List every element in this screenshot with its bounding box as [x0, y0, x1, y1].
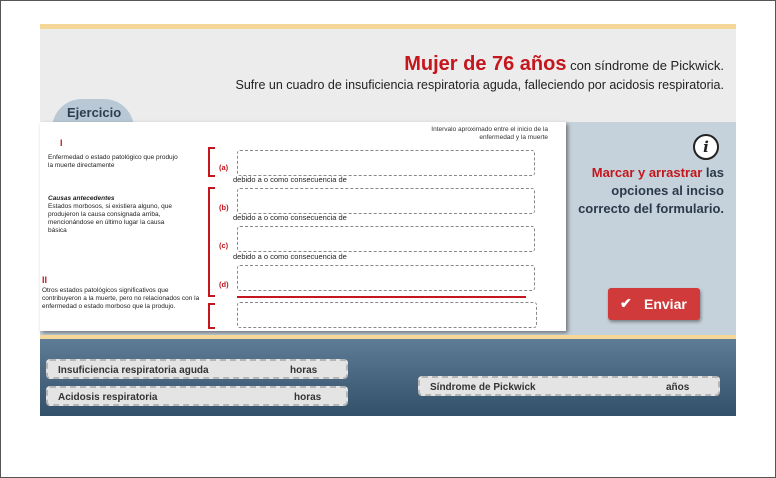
option-sindrome-pickwick[interactable]	[418, 376, 720, 396]
drop-slot-d[interactable]	[237, 265, 535, 291]
option-label: Acidosis respiratoria	[58, 392, 158, 403]
drop-slot-a[interactable]	[237, 150, 535, 176]
letter-d: (d)	[219, 280, 229, 289]
send-button-label: Enviar	[644, 296, 687, 312]
part2-text: Otros estados patológicos significativos que contribuyeron a la muerte, pero no relacionados con la enfermedad o estado morboso que la produjo.	[42, 287, 200, 310]
instruction-rest: las opciones al inciso correcto del formulario.	[578, 165, 724, 216]
case-header	[40, 29, 736, 122]
info-icon[interactable]: i	[693, 134, 719, 160]
drop-slot-part2[interactable]	[237, 302, 537, 328]
case-title-rest: con síndrome de Pickwick.	[566, 58, 724, 73]
letter-b: (b)	[219, 203, 229, 212]
bracket-part2	[208, 303, 215, 329]
option-label: Insuficiencia respiratoria aguda	[58, 365, 209, 376]
send-button[interactable]	[608, 288, 700, 320]
tab-ejercicio-label: Ejercicio	[67, 105, 122, 120]
part-divider	[237, 296, 526, 298]
instruction-text	[564, 164, 724, 218]
part1-numeral: I	[60, 138, 63, 148]
part1-text: Enfermedad o estado patológico que produjo la muerte directamente	[48, 154, 178, 169]
option-acidosis-respiratoria[interactable]	[46, 386, 348, 406]
bracket-bcd	[208, 187, 215, 297]
option-unit: horas	[290, 365, 318, 376]
causes-title: Causas antecedentes	[48, 195, 115, 202]
debido-label-a: debido a o como consecuencia de	[233, 175, 347, 184]
option-unit: años	[666, 382, 690, 393]
causes-text: Estados morbosos, si existiera alguno, que produjeron la causa consignada arriba, mencionándose en último lugar la causa básica	[48, 203, 172, 234]
instruction-highlight: Marcar y arrastrar	[591, 165, 703, 180]
part2-numeral: II	[42, 275, 48, 285]
option-label: Síndrome de Pickwick	[430, 382, 536, 393]
debido-label-b: debido a o como consecuencia de	[233, 213, 347, 222]
interval-label: Intervalo aproximado entre el inicio de la enfermedad y la muerte	[431, 126, 548, 141]
death-certificate-form	[40, 122, 566, 331]
case-subtitle: Sufre un cuadro de insuficiencia respiratoria aguda, falleciendo por acidosis respiratoria.	[235, 78, 724, 92]
bracket-a	[208, 147, 215, 177]
letter-a: (a)	[219, 163, 229, 172]
case-title	[404, 53, 724, 76]
options-tray	[40, 339, 736, 416]
drop-slot-b[interactable]	[237, 188, 535, 214]
option-unit: horas	[294, 392, 322, 403]
debido-label-c: debido a o como consecuencia de	[233, 252, 347, 261]
check-icon: ✔	[620, 295, 632, 311]
option-insuficiencia-respiratoria[interactable]	[46, 359, 348, 379]
drop-slot-c[interactable]	[237, 226, 535, 252]
letter-c: (c)	[219, 241, 229, 250]
case-title-bold: Mujer de 76 años	[404, 53, 567, 75]
